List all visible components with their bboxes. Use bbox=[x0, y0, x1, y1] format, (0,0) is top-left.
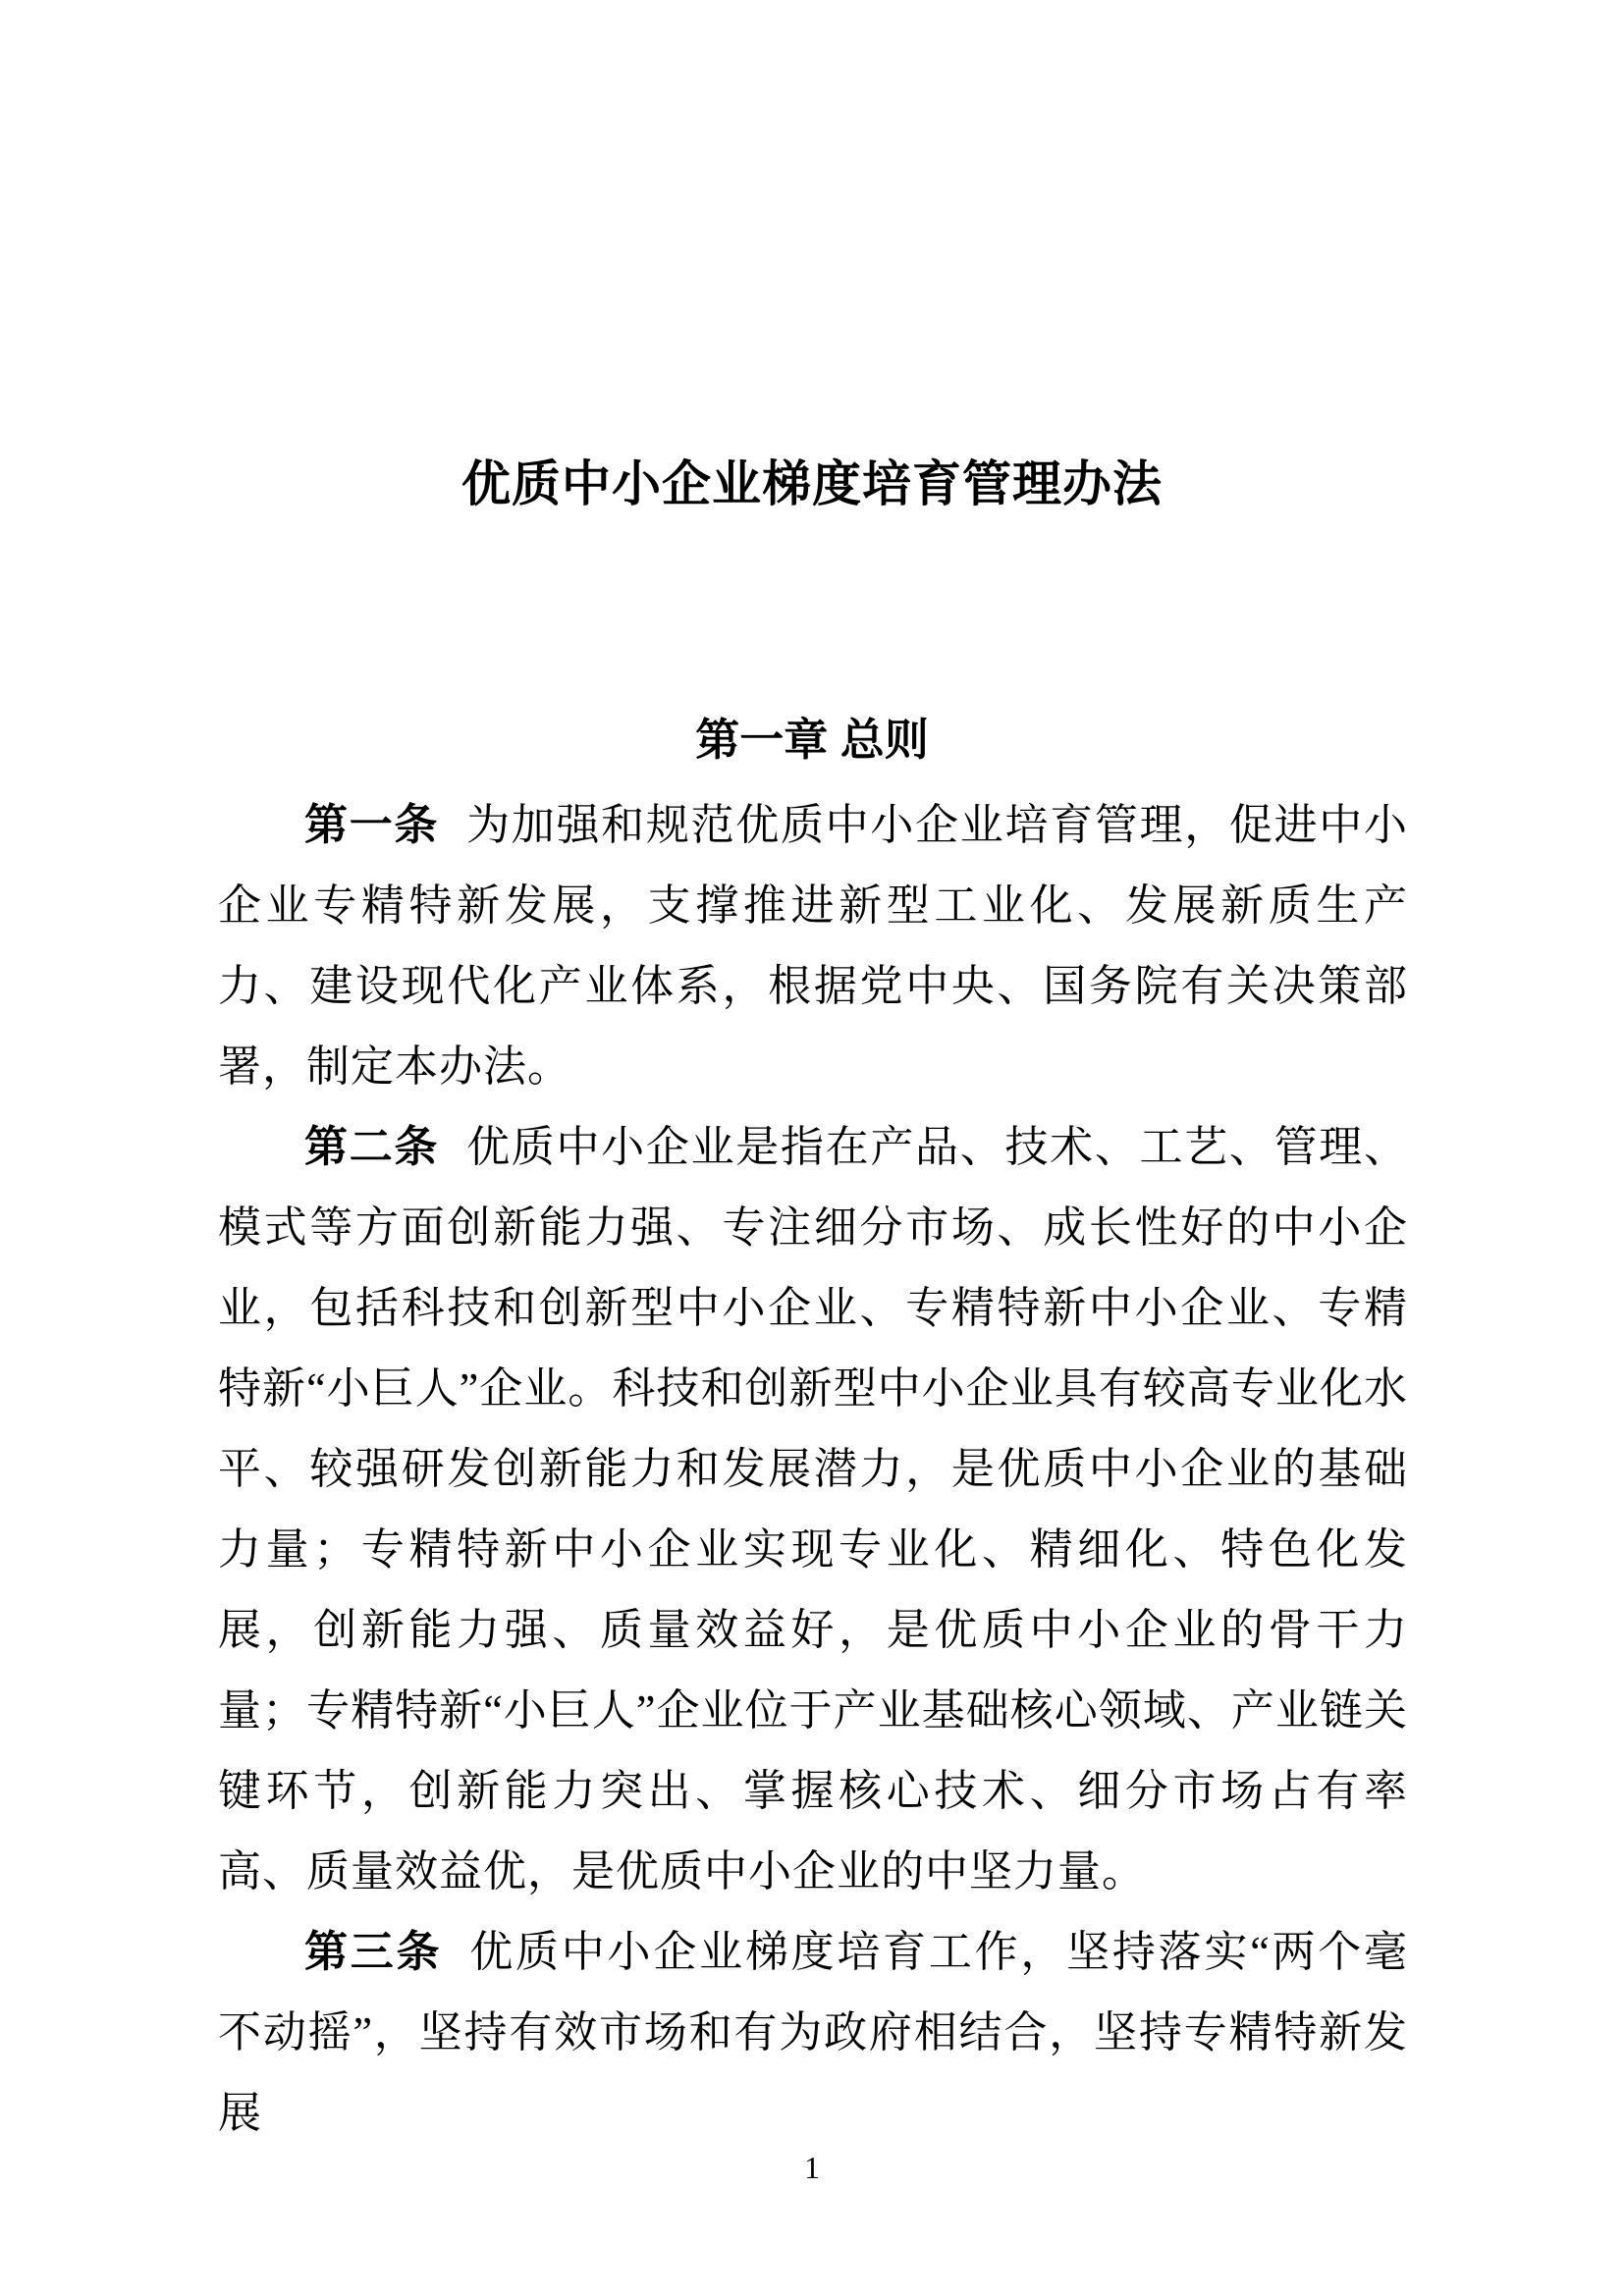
article-label-2: 第二条 bbox=[304, 1123, 440, 1171]
article-label-1: 第一条 bbox=[304, 801, 440, 849]
article-text-2: 优质中小企业是指在产品、技术、工艺、管理、模式等方面创新能力强、专注细分市场、成长性好的中小企业，包括科技和创新型中小企业、专精特新中小企业、专精特新“小巨人”企业。科技和创新型中小企业具有较高专业化水平、较强研发创新能力和发展潜力，是优质中小企业的基础力量；专精特新中小企业实现专业化、精细化、特色化发展，创新能力强、质量效益好，是优质中小企业的骨干力量；专精特新“小巨人”企业位于产业基础核心领域、产业链关键环节，创新能力突出、掌握核心技术、细分市场占有率高、质量效益优，是优质中小企业的中坚力量。 bbox=[218, 1123, 1409, 1896]
article-paragraph-2 bbox=[218, 1107, 1408, 1912]
document-title: 优质中小企业梯度培育管理办法 bbox=[461, 456, 1163, 511]
article-text-1: 为加强和规范优质中小企业培育管理，促进中小企业专精特新发展，支撑推进新型工业化、发展新质生产力、建设现代化产业体系，根据党中央、国务院有关决策部署，制定本办法。 bbox=[218, 801, 1409, 1091]
chapter-heading: 第一章 总则 bbox=[695, 715, 929, 765]
article-text-3: 优质中小企业梯度培育工作，坚持落实“两个毫不动摇”，坚持有效市场和有为政府相结合，坚持专精特新发展 bbox=[218, 1928, 1408, 2137]
article-paragraph-1 bbox=[218, 785, 1408, 1107]
article-paragraph-3 bbox=[218, 1912, 1408, 2154]
article-label-3: 第三条 bbox=[304, 1928, 443, 1976]
page-number: 1 bbox=[804, 2150, 820, 2185]
document-body bbox=[218, 785, 1408, 2154]
